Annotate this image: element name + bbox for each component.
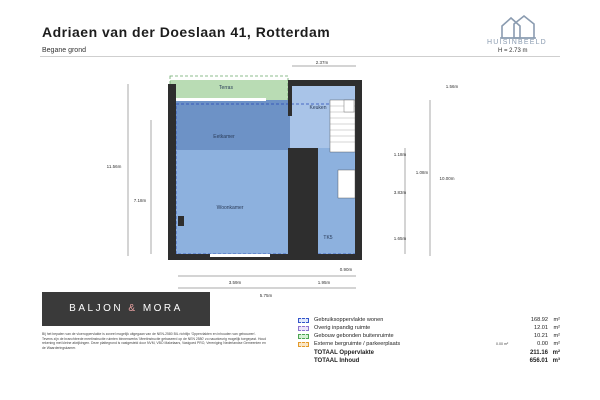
- dim-bottom-right: 1.95m: [317, 280, 331, 285]
- legend-unit: m²: [553, 333, 560, 339]
- dim-right-total: 10.00m: [439, 176, 455, 181]
- legend-unit: m²: [553, 325, 560, 331]
- company-logo-text: [42, 303, 210, 314]
- legend-value: 10.21: [534, 333, 548, 339]
- dim-left-inner: 7.18m: [133, 198, 147, 203]
- legend-extra: 0.00 m²: [496, 342, 509, 346]
- dim-right-b: 1.08m: [415, 170, 429, 175]
- kitchen-counter: [344, 100, 354, 112]
- dim-bottom-left: 3.59m: [228, 280, 242, 285]
- legend-label: Gebouw gebonden buitenruimte: [314, 333, 394, 339]
- room-terrace: Terras: [219, 85, 233, 91]
- legend-value: 168.92: [530, 317, 548, 323]
- legend-swatch-outdoor: [298, 334, 309, 339]
- legend-value: 12.01: [534, 325, 548, 331]
- window-bottom: [210, 254, 270, 257]
- room-dining: Eetkamer: [213, 134, 235, 140]
- dim-right-a: 1.18m: [393, 152, 407, 157]
- wall-center: [288, 148, 318, 254]
- wall-right: [355, 80, 362, 260]
- total-value: 211.16: [529, 350, 548, 356]
- dim-bottom-small: 0.90m: [339, 267, 353, 272]
- legend-total-area: [298, 350, 560, 358]
- cupboard-stairs: [338, 170, 355, 198]
- legend-swatch-external: [298, 342, 309, 347]
- room-cupboard: TK5: [323, 235, 333, 241]
- dim-right-top: 1.56m: [445, 84, 459, 89]
- legend-row-living: [298, 317, 560, 325]
- legend-swatch-living: [298, 318, 309, 323]
- brand-name: HUISINBEELD: [487, 39, 547, 46]
- legend-total-volume: [298, 358, 560, 366]
- window-top: [176, 98, 266, 101]
- total-unit: m²: [552, 350, 560, 356]
- dim-top-width: 2.37m: [315, 60, 329, 65]
- legend-row-external: [298, 341, 560, 349]
- legend-swatch-other: [298, 326, 309, 331]
- total-unit: m³: [552, 358, 560, 364]
- dim-right-d: 1.65m: [393, 236, 407, 241]
- logo-amp: &: [128, 303, 138, 314]
- page-title: Adriaen van der Doeslaan 41, Rotterdam: [42, 24, 331, 40]
- dim-bottom-total: 5.75m: [259, 293, 273, 298]
- dim-right-c: 3.83m: [393, 190, 407, 195]
- total-value: 656.01: [529, 358, 548, 364]
- legend-row-other: [298, 325, 560, 333]
- legend-label: Gebruiksoppervlakte wonen: [314, 317, 384, 323]
- stove: [178, 216, 184, 226]
- floor-label: Begane grond: [42, 47, 86, 54]
- legend-unit: m²: [553, 341, 560, 347]
- legend-row-outdoor: [298, 333, 560, 341]
- living-area: [176, 150, 290, 254]
- legend-label: Externe bergruimte / parkeerplaats: [314, 341, 401, 347]
- dim-left-outer: 11.56m: [106, 164, 122, 169]
- logo-left: BALJON: [69, 303, 124, 314]
- total-label: TOTAAL Inhoud: [314, 358, 360, 364]
- room-kitchen: Keuken: [309, 105, 327, 111]
- dining-area: [176, 100, 290, 150]
- disclaimer-text: Bij het bepalen van de vloeroppervlakte is zoveel mogelijk uitgegaan van de NEN-2580 BIL richtlijn 'Oppervlakten en inhouden van gebouwen'. Tevens zijn de branchbrede meetinstructie ruimten binnenwerks 'Meetinstructie gebaseerd op de NEN 2580' zo nauwkeurig mogelijk toegepast. Houd rekening met kleine afwijkingen. Deze plattegrond is vastgesteld door NVM, VBO Makelaars, Vastgoed PRO, Vereniging Nederlandse Gemeenten en de Waarderingskamer.: [42, 332, 267, 350]
- legend-value: 0.00: [537, 341, 548, 347]
- logo-right: MORA: [142, 303, 183, 314]
- legend-unit: m²: [553, 317, 560, 323]
- ceiling-height: H = 2.73 m: [498, 48, 528, 54]
- legend-label: Overig inpandig ruimte: [314, 325, 371, 331]
- wall-top: [288, 80, 358, 86]
- wall-kitchen: [288, 86, 292, 116]
- room-living: Woonkamer: [216, 205, 244, 211]
- total-label: TOTAAL Oppervlakte: [314, 350, 375, 356]
- wall-left: [168, 84, 176, 256]
